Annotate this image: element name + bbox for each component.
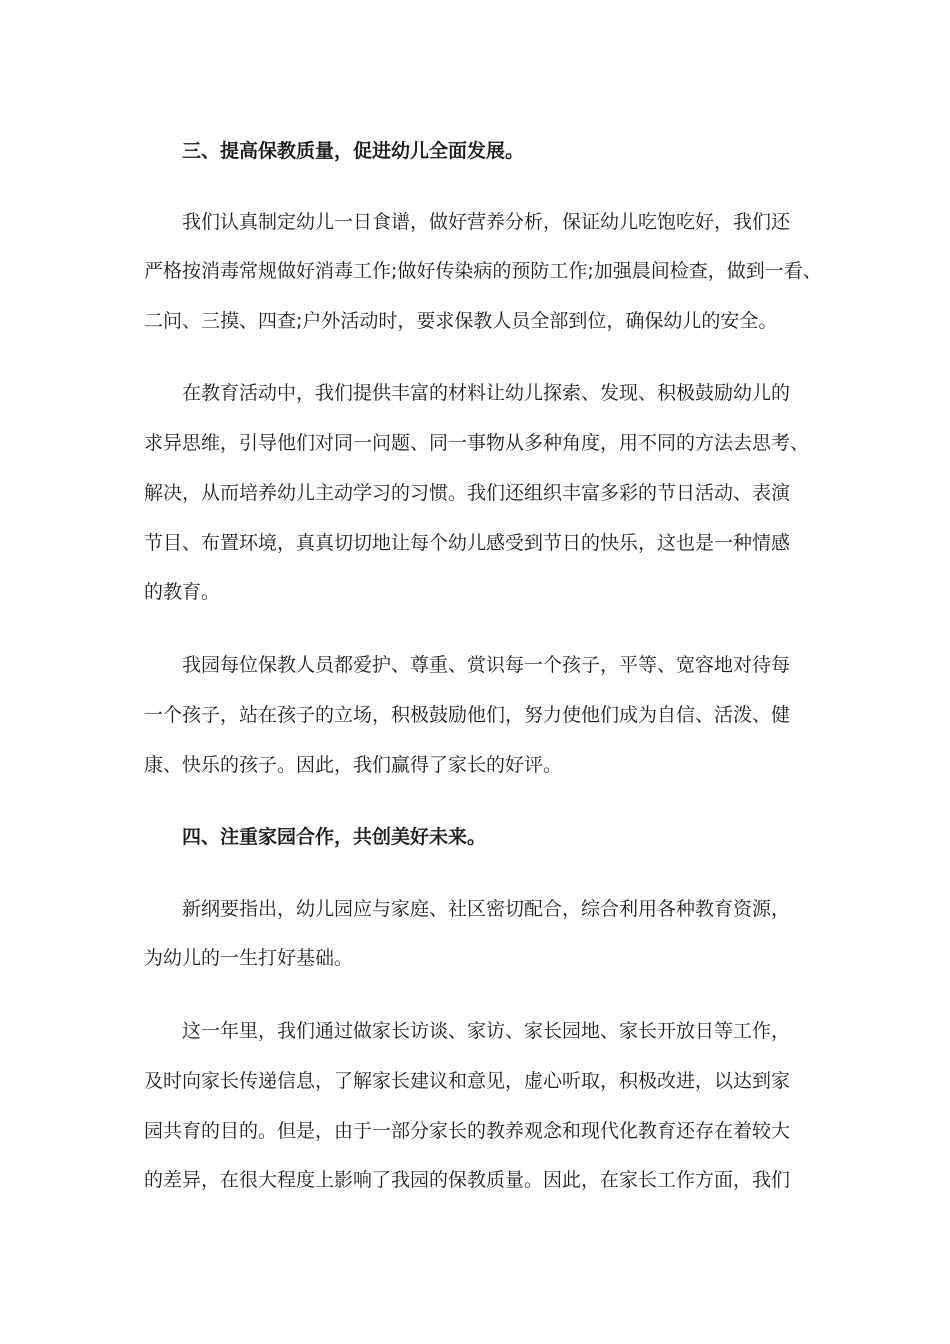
paragraph-line: 二问、三摸、四查;户外活动时，要求保教人员全部到位，确保幼儿的安全。 (144, 310, 778, 332)
paragraph-line: 的教育。 (144, 581, 221, 603)
paragraph-line: 在教育活动中，我们提供丰富的材料让幼儿探索、发现、积极鼓励幼儿的 (182, 382, 791, 404)
paragraph-line: 一个孩子，站在孩子的立场，积极鼓励他们，努力使他们成为自信、活泼、健 (144, 704, 791, 726)
paragraph-line: 解决，从而培养幼儿主动学习的习惯。我们还组织丰富多彩的节日活动、表演 (144, 482, 791, 504)
paragraph-line: 康、快乐的孩子。因此，我们赢得了家长的好评。 (144, 754, 563, 776)
paragraph-line: 的差异，在很大程度上影响了我园的保教质量。因此，在家长工作方面，我们 (144, 1169, 791, 1191)
paragraph-line: 这一年里，我们通过做家长访谈、家访、家长园地、家长开放日等工作， (182, 1020, 791, 1042)
paragraph-line: 我们认真制定幼儿一日食谱，做好营养分析，保证幼儿吃饱吃好，我们还 (182, 211, 791, 233)
paragraph-line: 节目、布置环境，真真切切地让每个幼儿感受到节日的快乐，这也是一种情感 (144, 532, 791, 554)
paragraph-line: 严格按消毒常规做好消毒工作;做好传染病的预防工作;加强晨间检查，做到一看、 (144, 260, 822, 282)
paragraph-line: 园共育的目的。但是，由于一部分家长的教养观念和现代化教育还存在着较大 (144, 1120, 791, 1142)
paragraph-line: 求异思维，引导他们对同一问题、同一事物从多种角度，用不同的方法去思考、 (144, 432, 810, 454)
paragraph-line: 我园每位保教人员都爱护、尊重、赏识每一个孩子，平等、宽容地对待每 (182, 654, 791, 676)
paragraph-line: 新纲要指出，幼儿园应与家庭、社区密切配合，综合利用各种教育资源， (182, 898, 791, 920)
section-heading-3: 三、提高保教质量，促进幼儿全面发展。 (182, 140, 525, 162)
section-heading-4: 四、注重家园合作，共创美好未来。 (182, 826, 487, 848)
paragraph-line: 及时向家长传递信息，了解家长建议和意见，虚心听取，积极改进，以达到家 (144, 1070, 791, 1092)
paragraph-line: 为幼儿的一生打好基础。 (144, 947, 354, 969)
